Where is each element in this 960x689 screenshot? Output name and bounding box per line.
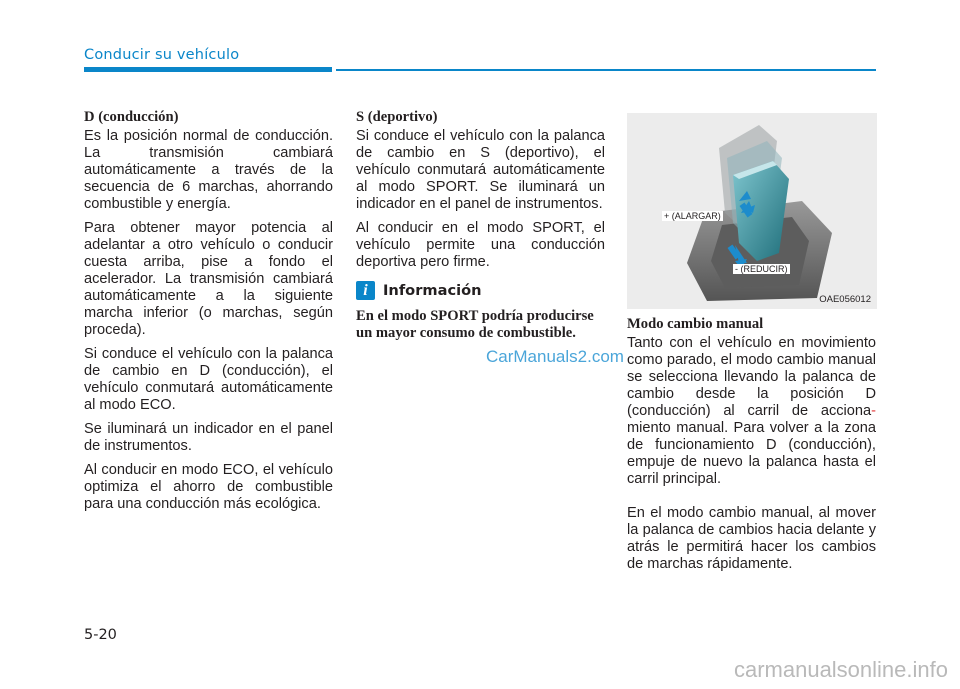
info-body: En el modo SPORT podría producirse un mayor consumo de combustible. [356, 308, 594, 341]
manual-mode-heading: Modo cambio manual [627, 316, 764, 332]
drive-paragraph-3: Si conduce el vehículo con la palanca de cambio en D (conducción), el vehículo conmutará automáticamente al modo ECO. [84, 346, 333, 413]
column-manual-mode [627, 316, 876, 573]
footer-watermark: carmanualsonline.info [733, 657, 948, 682]
drive-paragraph-1: Es la posición normal de conducción. La transmisión cambiará automáticamente a través de la secuencia de 6 marchas, ahorrando combustible y energía. [84, 128, 333, 212]
sport-paragraph-2: Al conducir en el modo SPORT, el vehículo permite una conducción deportiva pero firme. [356, 220, 605, 270]
watermark-overlay: CarManuals2.com [486, 347, 624, 366]
column-drive [84, 109, 333, 513]
sport-heading: S (deportivo) [356, 109, 438, 125]
column-sport [356, 109, 605, 342]
drive-paragraph-4: Se iluminará un indicador en el panel de instrumentos. [84, 421, 333, 454]
drive-paragraph-5: Al conducir en modo ECO, el vehículo optimiza el ahorro de combustible para una conducción más ecológica. [84, 462, 333, 512]
hyphen-mark: - [871, 403, 876, 419]
header-rule-thick [84, 67, 332, 72]
manual-mode-p1-main: Tanto con el vehículo en movimiento como parado, el modo cambio manual se selecciona llevando la palanca de cambio desde la posición D (conducción) al carril de acciona [627, 335, 876, 419]
manual-mode-paragraph-1 [627, 335, 876, 488]
drive-paragraph-2: Para obtener mayor potencia al adelantar a otro vehículo o conducir cuesta arriba, pise a fondo el acelerador. La transmisión cambiará automáticamente a la siguiente marcha inferior (o marchas, según proceda). [84, 220, 333, 338]
info-header [356, 281, 605, 300]
manual-mode-p1-end: miento manual. Para volver a la zona de funcionamiento D (conducción), empuje de nuevo la palanca hasta el carril principal. [627, 420, 876, 487]
upshift-label: + (ALARGAR) [664, 211, 721, 221]
manual-mode-paragraph-2: En el modo cambio manual, al mover la palanca de cambios hacia delante y atrás le permitirá hacer los cambios de marchas rápidamente. [627, 505, 876, 572]
page-number: 5-20 [84, 627, 117, 643]
info-title: Información [383, 282, 482, 299]
gear-lever-figure [627, 113, 877, 309]
drive-heading: D (conducción) [84, 109, 179, 125]
section-title: Conducir su vehículo [84, 47, 240, 63]
downshift-label: - (REDUCIR) [735, 264, 788, 274]
sport-paragraph-1: Si conduce el vehículo con la palanca de cambio en S (deportivo), el vehículo conmutará automáticamente al modo SPORT. Se iluminará un indicador en el panel de instrumentos. [356, 128, 605, 212]
info-icon: i [356, 281, 375, 300]
figure-code: OAE056012 [819, 294, 871, 305]
header-rule-thin [336, 69, 876, 71]
